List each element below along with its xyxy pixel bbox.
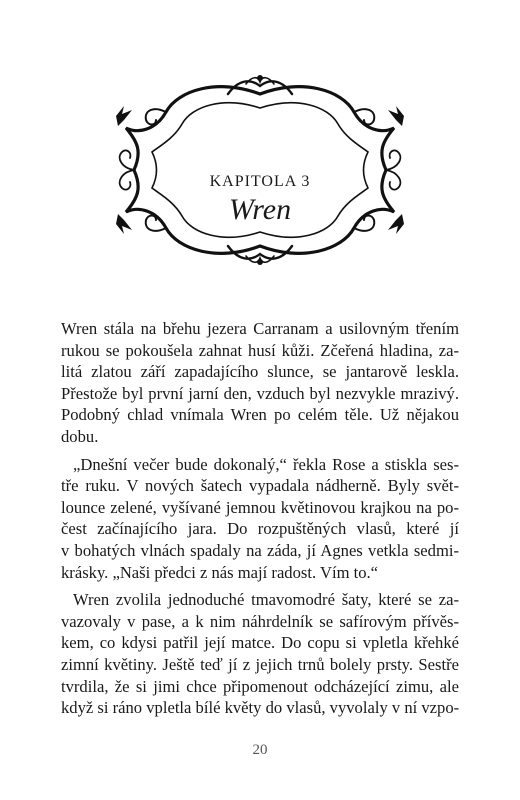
text-line: čest začínajícího jara. Do rozpuštěných vlasů, které jí bbox=[61, 519, 459, 539]
body-text bbox=[61, 318, 459, 725]
paragraph-2 bbox=[61, 454, 459, 584]
paragraph-1 bbox=[61, 318, 459, 448]
text-line: kem, co kdysi patřil její matce. Do copu si vpletla křehké bbox=[61, 633, 459, 653]
text-line: dobu. bbox=[61, 426, 99, 446]
text-line: Přestože byl první jarní den, vzduch byl nezvykle mrazivý. bbox=[61, 383, 459, 403]
chapter-label: KAPITOLA 3 bbox=[209, 173, 311, 190]
chapter-title: Wren bbox=[228, 193, 292, 226]
text-line: v bohatých vlnách spadaly na záda, jí Agnes vetkla sedmi- bbox=[61, 540, 459, 560]
text-line: tře ruku. V nových šatech vypadala nádherně. Byly svět- bbox=[61, 476, 459, 496]
page-number: 20 bbox=[252, 742, 268, 758]
text-line: zimní květiny. Ještě teď jí z jejich trnů bolely prsty. Sestře bbox=[61, 654, 459, 674]
text-line: vazovaly v pase, a k nim náhrdelník se safírovým přívěs- bbox=[61, 611, 459, 631]
text-line: Podobný chlad vnímala Wren po celém těle. Už nějakou bbox=[61, 405, 459, 425]
ornamental-frame-icon bbox=[108, 72, 412, 268]
paragraph-3 bbox=[61, 589, 459, 719]
text-line: když si ráno vpletla bílé květy do vlasů, vyvolaly v ní vzpo- bbox=[61, 698, 460, 718]
text-line: litá zlatou září zapadajícího slunce, se jantarově leskla. bbox=[61, 362, 459, 382]
text-line: Wren stála na břehu jezera Carranam a usilovným třením bbox=[61, 319, 459, 338]
text-line: Wren zvolila jednoduché tmavomodré šaty, které se za- bbox=[73, 590, 459, 610]
text-line: lounce zelené, vyšívané jemnou květinovou krajkou na po- bbox=[61, 497, 459, 517]
text-line: rukou se pokoušela zahnat husí kůži. Zčeřená hladina, za- bbox=[61, 340, 459, 360]
text-line: tvrdila, že si jimi chce připomenout odcházející zimu, ale bbox=[61, 676, 459, 696]
text-line: „Dnešní večer bude dokonalý,“ řekla Rose a stiskla ses- bbox=[73, 454, 459, 474]
text-line: krásky. „Naši předci z nás mají radost. Vím to.“ bbox=[61, 562, 379, 582]
